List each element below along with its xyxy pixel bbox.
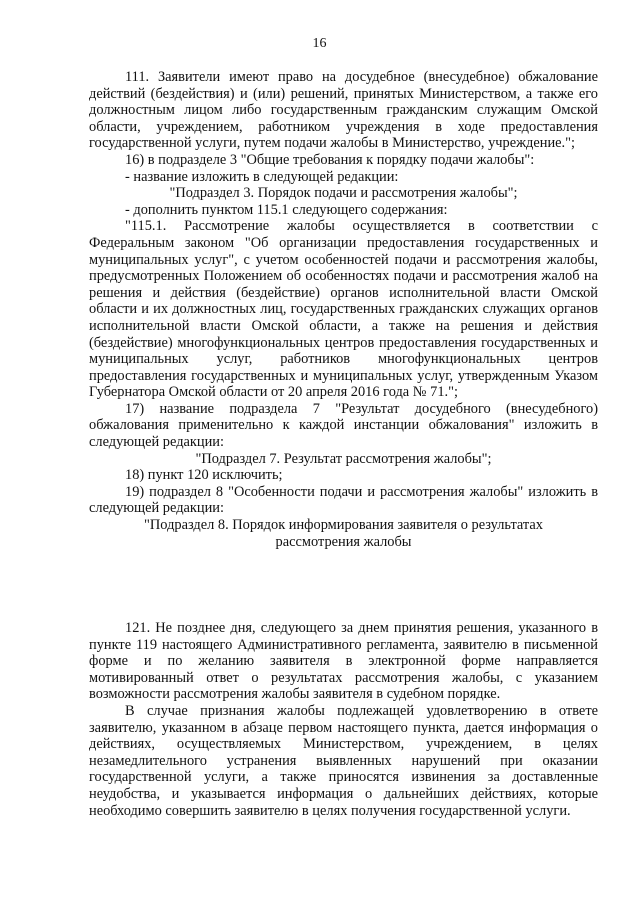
paragraph-121-satisfaction: В случае признания жалобы подлежащей удовлетворению в ответе заявителю, указанном в абзаце первом настоящего пункта, дается информация о действиях, осуществляемых Министерством, учреждением, в целях незамедлительного устранения выявленных нарушений при оказании государственной услуги, а также приносятся извинения за доставленные неудобства, и указывается информация о дальнейших действиях, которые необходимо совершить заявителю в целях получения государственной услуги. [89, 702, 598, 819]
paragraph-title-instruction: - название изложить в следующей редакции: [125, 168, 399, 185]
paragraph-add-115-1: - дополнить пунктом 115.1 следующего содержания: [125, 201, 448, 218]
document-body-lower [89, 620, 598, 819]
paragraph-subsection-7-title: "Подраздел 7. Результат рассмотрения жалобы"; [195, 450, 492, 467]
paragraph-115-1: "115.1. Рассмотрение жалобы осуществляется в соответствии с Федеральным законом "Об организации предоставления государственных и муниципальных услуг", с учетом особенностей подачи и рассмотрения жалобы, предусмотренных Положением об особенностях подачи и рассмотрения жалоб на решения и действия (бездействие) органов исполнительной власти Омской области и их должностных лиц, государственных гражданских служащих органов исполнительной власти Омской области, а также на решения и действия (бездействие) многофункциональных центров предоставления государственных и муниципальных услуг, работников многофункциональных центров предоставления государственных и муниципальных услуг, утвержденным Указом Губернатора Омской области от 20 апреля 2016 года № 71."; [89, 218, 598, 401]
paragraph-111: 111. Заявители имеют право на досудебное (внесудебное) обжалование действий (бездействия) и (или) решений, принятых Министерством, а также его должностным лицом либо государственным гражданским служащим Омской области, учреждением, работником учреждения в ходе предоставления государственной услуги, путем подачи жалобы в Министерство, учреждение."; [89, 69, 598, 152]
paragraph-item-19: 19) подраздел 8 "Особенности подачи и рассмотрения жалобы" изложить в следующей редакции: [89, 483, 598, 517]
paragraph-subsection-8-title: "Подраздел 8. Порядок информирования заявителя о результатах рассмотрения жалобы [144, 517, 543, 550]
document-body-upper [89, 69, 598, 550]
page-number: 16 [312, 36, 327, 51]
paragraph-subsection-3-title: "Подраздел 3. Порядок подачи и рассмотрения жалобы"; [169, 185, 518, 202]
paragraph-item-16: 16) в подразделе 3 "Общие требования к порядку подачи жалобы": [125, 151, 535, 168]
paragraph-item-17: 17) название подраздела 7 "Результат досудебного (внесудебного) обжалования применительно к каждой инстанции обжалования" изложить в следующей редакции: [89, 400, 598, 451]
paragraph-item-18: 18) пункт 120 исключить; [125, 467, 283, 484]
paragraph-121: 121. Не позднее дня, следующего за днем принятия решения, указанного в пункте 119 настоящего Административного регламента, заявителю в письменной форме и по желанию заявителя в электронной форме направляется мотивированный ответ о результатах рассмотрения жалобы, с указанием возможности рассмотрения жалобы заявителя в судебном порядке. [89, 620, 598, 703]
